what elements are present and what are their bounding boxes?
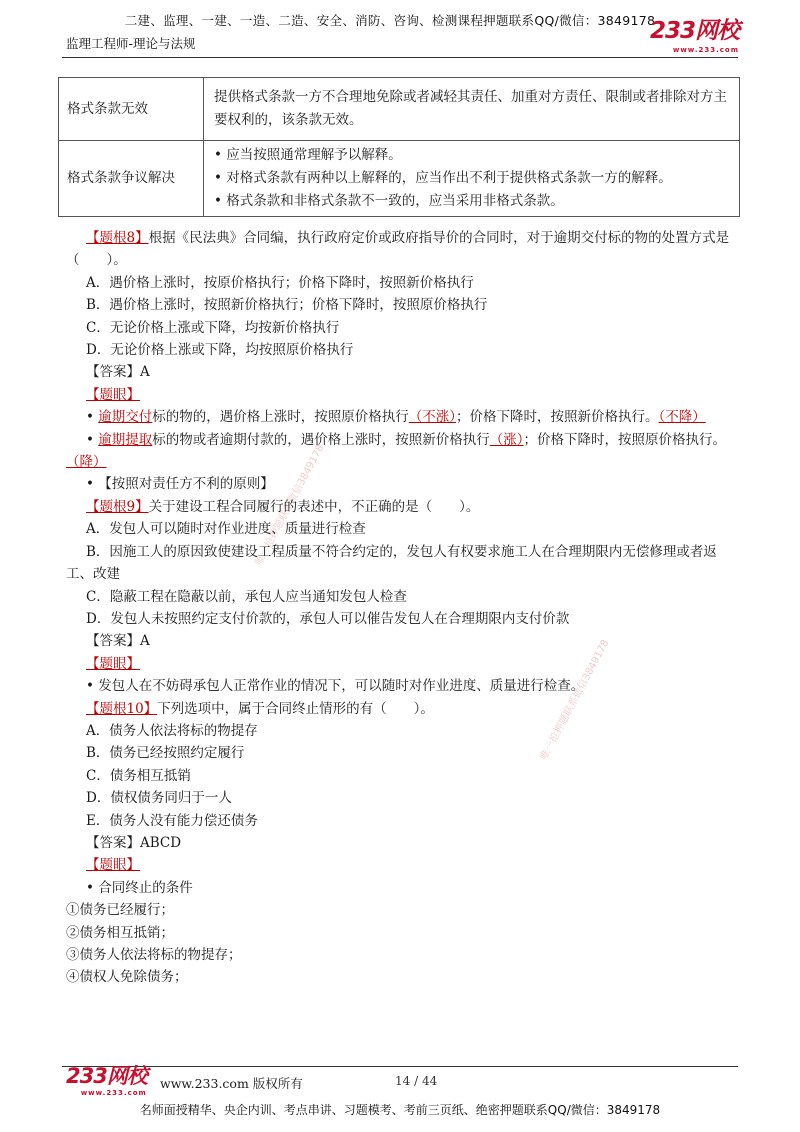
key-point-text: 标的物或者逾期付款的，遇价格上涨时，按照新价格执行: [152, 431, 490, 448]
page-number: 14 / 44: [395, 1074, 438, 1088]
question-tag: 【题根9】: [86, 498, 149, 515]
option: C．债务相互抵销: [86, 767, 191, 784]
header-logo-text: 233网校: [650, 18, 740, 44]
question-tag: 【题根8】: [86, 230, 149, 246]
bullet: •: [86, 409, 94, 426]
table-value-line: 提供格式条款一方不合理地免除或者减轻其责任、加重对方责任、限制或者排除对方主要权利的，该条款无效。: [214, 89, 727, 128]
header-divider: [62, 57, 738, 58]
highlight-note: （涨）: [489, 431, 524, 448]
key-point-text: 标的物的，遇价格上涨时，按照原价格执行: [152, 409, 409, 426]
key-point: • 合同终止的条件: [86, 879, 193, 896]
table-value: [204, 141, 740, 217]
key-point-tag: 【题眼】: [86, 655, 140, 672]
footer-copyright: www.233.com 版权所有: [160, 1076, 303, 1091]
footer-logo: [66, 1066, 147, 1103]
key-point-text: ；价格下降时，按照新价格执行。: [456, 409, 659, 426]
key-point: ④债权人免除债务；: [66, 969, 188, 986]
bullet: •: [86, 431, 94, 448]
question-stem: [66, 698, 738, 720]
table-value-line: • 对格式条款有两种以上解释的，应当作出不利于提供格式条款一方的解释。: [214, 170, 672, 186]
question-tag: 【题根10】: [86, 700, 158, 717]
question-stem: [66, 496, 738, 518]
footer-divider: [62, 1066, 738, 1067]
key-point: [66, 429, 738, 474]
table-value-line: • 应当按照通常理解予以解释。: [214, 147, 402, 163]
option: C．无论价格上涨或下降，均按新价格执行: [86, 319, 340, 336]
key-point: ①债务已经履行；: [66, 902, 174, 919]
footer-logo-sub: www.233.com: [80, 1089, 147, 1097]
key-point-text: ；价格下降时，按照原价格执行。: [523, 431, 727, 448]
key-point: • 【按照对责任方不利的原则】: [86, 476, 274, 493]
option: B．遇价格上涨时，按照新价格执行；价格下降时，按照原价格执行: [86, 297, 488, 314]
header-logo-sub: www.233.com: [672, 46, 740, 54]
watermark: 唯一抢押题联系微信3849178: [538, 638, 612, 763]
highlight-term: 逾期提取: [98, 431, 153, 448]
option: A．发包人可以随时对作业进度、质量进行检查: [86, 521, 366, 538]
option: D．发包人未按照约定支付价款的，承包人可以催告发包人在合理期限内支付价款: [86, 610, 570, 627]
option: B．债务已经按照约定履行: [86, 745, 245, 762]
option: A．债务人依法将标的物提存: [86, 722, 258, 739]
question-content: [66, 227, 738, 989]
question-stem-text: 根据《民法典》合同编，执行政府定价或政府指导价的合同时，对于逾期交付标的物的处置方式是（ ）。: [66, 230, 730, 269]
key-point-tag: 【题眼】: [86, 857, 140, 874]
answer: 【答案】A: [86, 364, 150, 381]
key-point-heading: [66, 384, 738, 406]
option: B．因施工人的原因致使建设工程质量不符合约定的，发包人有权要求施工人在合理期限内无偿修理或者返工、改建: [66, 543, 717, 583]
footer-promo-text: 名师面授精华、央企内训、考点串讲、习题模考、考前三页纸、绝密押题联系QQ/微信：3849178: [139, 1103, 661, 1117]
table-key: 格式条款无效: [59, 78, 204, 141]
option: A．遇价格上涨时，按原价格执行；价格下降时，按照新价格执行: [86, 274, 474, 291]
highlight-term: 逾期交付: [98, 409, 153, 426]
key-point: ③债务人依法将标的物提存；: [66, 947, 242, 963]
key-point: • 发包人在不妨碍承包人正常作业的情况下，可以随时对作业进度、质量进行检查。: [86, 678, 585, 695]
format-clause-table: [58, 77, 740, 217]
footer-logo-text: 233网校: [66, 1064, 147, 1088]
table-row: [59, 78, 740, 141]
table-value-line: • 格式条款和非格式条款不一致的，应当采用非格式条款。: [214, 193, 564, 209]
table-row: [59, 141, 740, 217]
table-key: 格式条款争议解决: [59, 141, 204, 217]
header-subject: 监理工程师-理论与法规: [66, 36, 196, 51]
option: C．隐蔽工程在隐蔽以前，承包人应当通知发包人检查: [86, 588, 407, 605]
option: D．债权债务同归于一人: [86, 790, 232, 807]
question-stem: [66, 227, 738, 272]
option: D．无论价格上涨或下降，均按照原价格执行: [86, 342, 354, 359]
question-stem-text: 下列选项中，属于合同终止情形的有（ ）。: [157, 700, 434, 717]
highlight-note: （不降）: [658, 409, 706, 426]
question-stem-text: 关于建设工程合同履行的表述中，不正确的是（ ）。: [148, 498, 480, 515]
answer: 【答案】A: [86, 633, 150, 650]
highlight-note: （不涨）: [408, 409, 457, 426]
key-point: ②债务相互抵销；: [66, 924, 174, 941]
answer: 【答案】ABCD: [86, 834, 182, 851]
option: E．债务人没有能力偿还债务: [86, 812, 258, 829]
highlight-note: （降）: [66, 454, 107, 471]
table-value: [204, 78, 740, 141]
key-point-tag: 【题眼】: [86, 386, 140, 403]
header-logo: [650, 20, 739, 61]
key-point: [66, 406, 738, 428]
key-point-heading: [66, 854, 738, 876]
watermark: 唯一抢押题联系微信3849178: [253, 443, 327, 568]
key-point-heading: [66, 653, 738, 675]
header-promo-text: 二建、监理、一建、一造、二造、安全、消防、咨询、检测课程押题联系QQ/微信：3849178: [124, 13, 656, 28]
